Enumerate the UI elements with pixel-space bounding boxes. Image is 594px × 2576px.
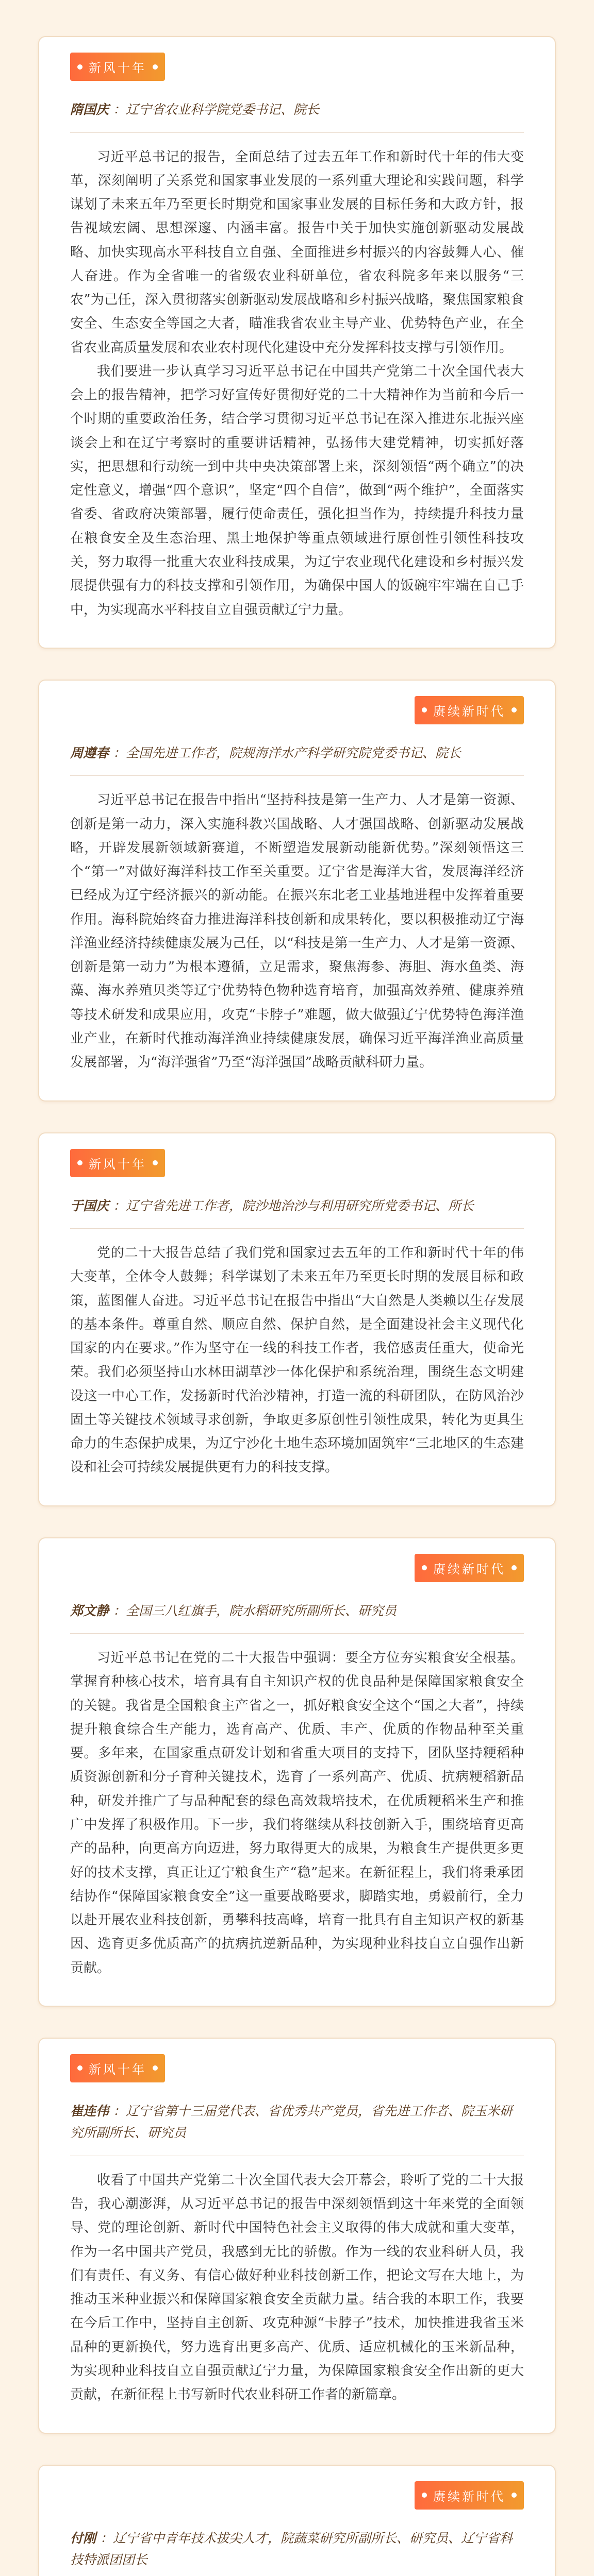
author-title: ：辽宁省第十三届党代表、省优秀共产党员，省先进工作者、院玉米研究所副所长、研究员	[70, 2103, 513, 2141]
author-byline	[70, 2528, 524, 2576]
statement-paragraph: 习近平总书记的报告，全面总结了过去五年工作和新时代十年的伟大变革，深刻阐明了关系党和国家事业发展的一系列重大理论和实践问题，科学谋划了未来五年乃至更长时期党和国家事业发展的目标任务和大政方针，报告视域宏阔、思想深邃、内涵丰富。报告中关于加快实施创新驱动发展战略、加快实现高水平科技自立自强、全面推进乡村振兴的内容鼓舞人心、催人奋进。作为全省唯一的省级农业科研单位，省农科院多年来以服务“三农”为己任，深入贯彻落实创新驱动发展战略和乡村振兴战略，聚焦国家粮食安全、生态安全等国之大者，瞄准我省农业主导产业、优势特色产业，在全省农业高质量发展和农业农村现代化建设中充分发挥科技支撑与引领作用。	[70, 149, 524, 355]
author-title: ：辽宁省农业科学院党委书记、院长	[113, 102, 320, 117]
author-title: ：辽宁省先进工作者，院沙地治沙与利用研究所党委书记、所长	[113, 1198, 474, 1213]
author-name: 周遵春	[70, 745, 109, 760]
statement-card-6	[38, 2465, 556, 2576]
author-byline	[70, 1195, 524, 1229]
statement-paragraph: 收看了中国共产党第二十次全国代表大会开幕会，聆听了党的二十大报告，我心潮澎湃，从习近平总书记的报告中深刻领悟到这十年来党的全面领导、党的理论创新、新时代中国特色社会主义取得的伟大成就和重大变革，作为一名中国共产党员，我感到无比的骄傲。作为一线的农业科研人员，我们有责任、有义务、有信心做好种业科技创新工作，把论文写在大地上，为推动玉米种业振兴和保障国家粮食安全贡献力量。结合我的本职工作，我要在今后工作中，坚持自主创新、攻克种源“卡脖子”技术，加快推进我省玉米品种的更新换代，努力选育出更多高产、优质、适应机械化的玉米新品种，为实现种业科技自立自强贡献辽宁力量，为保障国家粮食安全作出新的更大贡献，在新征程上书写新时代农业科研工作者的新篇章。	[70, 2172, 524, 2403]
statement-card-3	[38, 1132, 556, 1506]
statement-card-2	[38, 680, 556, 1101]
section-tag: 赓续新时代	[415, 2481, 524, 2510]
author-name: 崔连伟	[70, 2103, 109, 2119]
statement-paragraph: 习近平总书记在报告中指出“坚持科技是第一生产力、人才是第一资源、创新是第一动力，深入实施科教兴国战略、人才强国战略、创新驱动发展战略，开辟发展新领域新赛道，不断塑造发展新动能新优势。”深刻领悟这三个“第一”对做好海洋科技工作至关重要。辽宁省是海洋大省，发展海洋经济已经成为辽宁经济振兴的新动能。在振兴东北老工业基地进程中发挥着重要作用。海科院始终奋力推进海洋科技创新和成果转化，要以积极推动辽宁海洋渔业经济持续健康发展为己任，以“科技是第一生产力、人才是第一资源、创新是第一动力”为根本遵循，立足需求，聚焦海参、海胆、海水鱼类、海藻、海水养殖贝类等辽宁优势特色物种选育培育，加强高效养殖、健康养殖等技术研发和成果应用，攻克“卡脖子”难题，做大做强辽宁优势特色海洋渔业产业，在新时代推动海洋渔业持续健康发展，确保习近平海洋渔业高质量发展部署，为“海洋强省”乃至“海洋强国”战略贡献科研力量。	[70, 792, 524, 1071]
statement-paragraph: 党的二十大报告总结了我们党和国家过去五年的工作和新时代十年的伟大变革，全体令人鼓舞；科学谋划了未来五年乃至更长时期的发展目标和政策，蓝图催人奋进。习近平总书记在报告中指出“大自然是人类赖以生存发展的基本条件。尊重自然、顺应自然、保护自然，是全面建设社会主义现代化国家的内在要求。”作为坚守在一线的科技工作者，我倍感责任重大，使命光荣。我们必须坚持山水林田湖草沙一体化保护和系统治理，围绕生态文明建设这一中心工作，发扬新时代治沙精神，打造一流的科研团队，在防风治沙固土等关键技术领域寻求创新，争取更多原创性引领性成果，转化为更具生命力的生态保护成果，为辽宁沙化土地生态环境加固筑牢“三北地区的生态建设和社会可持续发展提供更有力的科技支撑。	[70, 1245, 524, 1476]
author-name: 郑文静	[70, 1603, 109, 1618]
author-byline	[70, 742, 524, 776]
statement-card-5	[38, 2038, 556, 2434]
statement-paragraph: 我们要进一步认真学习习近平总书记在中国共产党第二十次全国代表大会上的报告精神，把学习好宣传好贯彻好党的二十大精神作为当前和今后一个时期的重要政治任务，结合学习贯彻习近平总书记在深入推进东北振兴座谈会上和在辽宁考察时的重要讲话精神，弘扬伟大建党精神，切实抓好落实，把思想和行动统一到中共中央决策部署上来，深刻领悟“两个确立”的决定性意义，增强“四个意识”，坚定“四个自信”，做到“两个维护”，全面落实省委、省政府决策部署，履行使命责任，强化担当作为，持续提升科技力量在粮食安全及生态治理、黑土地保护等重点领域进行原创性引领性科技攻关，努力取得一批重大农业科技成果，为辽宁农业现代化建设和乡村振兴发展提供强有力的科技支撑和引领作用，为确保中国人的饭碗牢牢端在自己手中，为实现高水平科技自立自强贡献辽宁力量。	[70, 363, 524, 618]
statement-paragraph: 习近平总书记在党的二十大报告中强调：要全方位夯实粮食安全根基。掌握育种核心技术，培育具有自主知识产权的优良品种是保障国家粮食安全的关键。我省是全国粮食主产省之一，抓好粮食安全这个“国之大者”，持续提升粮食综合生产能力，选育高产、优质、丰产、优质的作物品种至关重要。多年来，在国家重点研发计划和省重大项目的支持下，团队坚持粳稻种质资源创新和分子育种关键技术，选育了一系列高产、优质、抗病粳稻新品种，研发并推广了与品种配套的绿色高效栽培技术，在优质粳稻米生产和推广中发挥了积极作用。下一步，我们将继续从科技创新入手，围绕培育更高产的品种，向更高方向迈进，努力取得更大的成果，为粮食生产提供更多更好的技术支撑，真正让辽宁粮食生产“稳”起来。在新征程上，我们将秉承团结协作“保障国家粮食安全”这一重要战略要求，脚踏实地，勇毅前行，全力以赴开展农业科技创新，勇攀科技高峰，培育一批具有自主知识产权的新基因、选育更多优质高产的抗病抗逆新品种，为实现种业科技自立自强作出新贡献。	[70, 1650, 524, 1976]
author-byline	[70, 99, 524, 133]
section-tag: 新风十年	[70, 2054, 165, 2082]
section-tag: 新风十年	[70, 1149, 165, 1177]
author-name: 于国庆	[70, 1198, 109, 1213]
author-title: ：辽宁省中青年技术拔尖人才，院蔬菜研究所副所长、研究员、辽宁省科技特派团团长	[70, 2530, 513, 2568]
author-title: ：全国三八红旗手，院水稻研究所副所长、研究员	[113, 1603, 397, 1618]
author-byline	[70, 2100, 524, 2156]
statement-card-4	[38, 1537, 556, 2007]
statement-card-1	[38, 36, 556, 649]
author-name: 隋国庆	[70, 102, 109, 117]
section-tag: 赓续新时代	[415, 696, 524, 724]
section-tag: 赓续新时代	[415, 1554, 524, 1582]
section-tag: 新风十年	[70, 53, 165, 81]
author-name: 付刚	[70, 2530, 96, 2546]
author-byline	[70, 1600, 524, 1634]
author-title: ：全国先进工作者，院规海洋水产科学研究院党委书记、院长	[113, 745, 461, 760]
